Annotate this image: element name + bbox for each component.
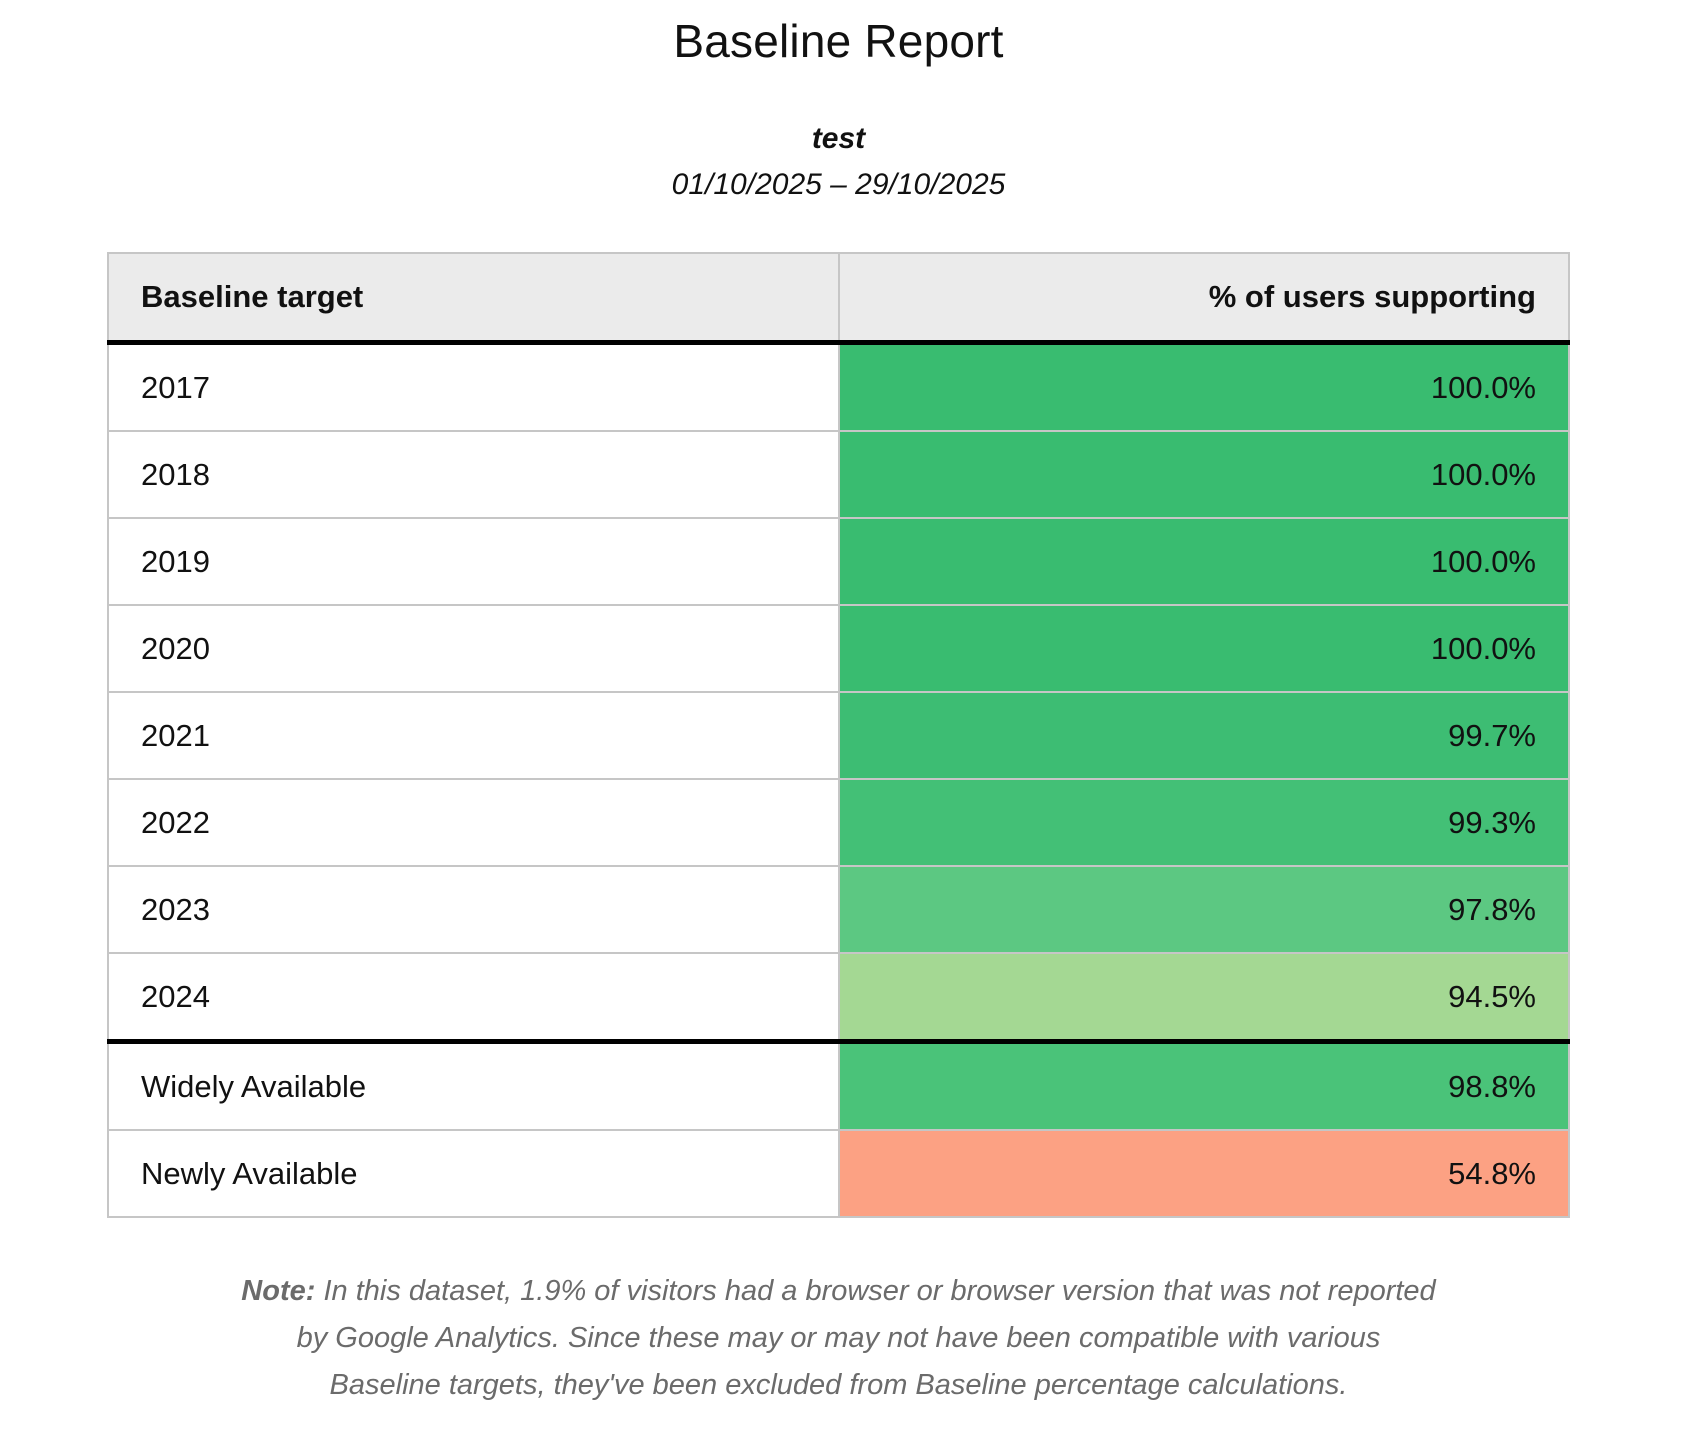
target-cell: 2024 <box>108 953 839 1042</box>
percent-cell: 99.7% <box>839 692 1570 779</box>
table-row <box>108 518 1569 605</box>
target-cell: 2022 <box>108 779 839 866</box>
target-cell: 2018 <box>108 431 839 518</box>
target-cell: 2019 <box>108 518 839 605</box>
percent-cell: 97.8% <box>839 866 1570 953</box>
target-cell: Widely Available <box>108 1042 839 1131</box>
table-row <box>108 692 1569 779</box>
table-row <box>108 605 1569 692</box>
percent-cell: 94.5% <box>839 953 1570 1042</box>
table-row <box>108 343 1569 432</box>
table-row <box>108 953 1569 1042</box>
target-cell: Newly Available <box>108 1130 839 1217</box>
page-title: Baseline Report <box>673 15 1004 67</box>
table-row <box>108 1130 1569 1217</box>
percent-cell: 100.0% <box>839 518 1570 605</box>
percent-cell: 100.0% <box>839 343 1570 432</box>
note-label: Note: <box>241 1275 316 1307</box>
percent-cell: 98.8% <box>839 1042 1570 1131</box>
table-row <box>108 866 1569 953</box>
target-cell: 2017 <box>108 343 839 432</box>
report-note <box>239 1268 1439 1409</box>
percent-cell: 100.0% <box>839 431 1570 518</box>
table-row <box>108 431 1569 518</box>
percent-cell: 54.8% <box>839 1130 1570 1217</box>
report-date-range: 01/10/2025 – 29/10/2025 <box>671 168 1006 201</box>
column-header-percent-supporting: % of users supporting <box>839 253 1570 343</box>
target-cell: 2021 <box>108 692 839 779</box>
baseline-table <box>107 252 1570 1218</box>
column-header-baseline-target: Baseline target <box>108 253 839 343</box>
note-text: In this dataset, 1.9% of visitors had a browser or browser version that was not reported by Google Analytics. Since these may or may not have been compatible with various Baseline targets, they've been excluded from Baseline percentage calculations. <box>296 1275 1436 1401</box>
report-subtitle: test <box>811 122 866 155</box>
table-row <box>108 1042 1569 1131</box>
report-content <box>107 14 1570 1409</box>
target-cell: 2020 <box>108 605 839 692</box>
percent-cell: 99.3% <box>839 779 1570 866</box>
table-row <box>108 779 1569 866</box>
table-header-row <box>108 253 1569 343</box>
target-cell: 2023 <box>108 866 839 953</box>
percent-cell: 100.0% <box>839 605 1570 692</box>
